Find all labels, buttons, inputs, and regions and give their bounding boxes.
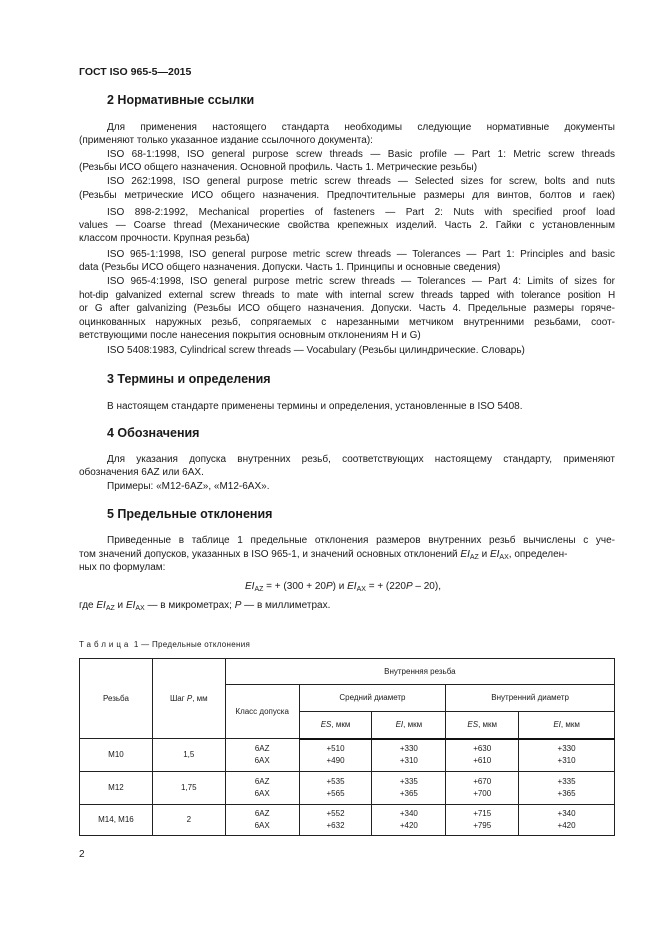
subscript: AZ [105, 605, 115, 612]
cell-value: M10 [108, 750, 124, 759]
cell-value: +330 [557, 744, 576, 754]
text-line: ветствующими после нанесения покрытия основным отклонениям H и G) [79, 330, 421, 341]
header-es [299, 712, 372, 739]
cell-value: +340 [557, 809, 576, 818]
header-thread: Резьба [80, 659, 153, 739]
cell-pitch [152, 739, 225, 772]
cell-pitch-ei [372, 805, 446, 836]
header-es [446, 712, 519, 739]
cell-value: 6AZ [254, 809, 270, 818]
cell-minor-ei [519, 739, 615, 772]
header-ei [519, 712, 615, 739]
cell-value: +632 [326, 821, 345, 830]
subscript: AX [135, 605, 145, 612]
cell-value: +565 [326, 789, 345, 798]
cell-value: +340 [399, 809, 418, 818]
symbol: EI [245, 581, 255, 592]
header-pitch-diameter: Средний диаметр [299, 685, 446, 712]
cell-value: 6AZ [254, 777, 270, 786]
text: — в микрометрах; [144, 600, 235, 611]
cell-value: 6AX [254, 789, 270, 798]
cell-minor-es [446, 805, 519, 836]
symbol: EI [489, 549, 500, 560]
text-line: В настоящем стандарте применены термины и определения, установленные в ISO 5408. [107, 401, 523, 412]
text-line: ISO 965-1:1998, ISO general purpose metric screw threads — Tolerances — Part 1: Principles and basic [107, 249, 615, 260]
cell-thread [80, 739, 153, 772]
text-line: hot-dip galvanized external screw threads to mate with internal screw threads tapped with tolerance position H [79, 290, 615, 301]
text-line: or G after galvanizing (Резьбы ИСО общего назначения. Допуски. Часть 4. Предельные размеры горяче- [79, 303, 615, 314]
unit: , мкм [478, 719, 498, 729]
cell-value: +795 [473, 821, 492, 830]
cell-value: +365 [557, 789, 576, 798]
cell-value: M12 [108, 783, 124, 792]
symbol: EI [460, 549, 470, 560]
table-row [80, 772, 615, 805]
formula [245, 580, 441, 596]
section-4-title: 4 Обозначения [107, 426, 200, 440]
cell-value: 2 [186, 815, 192, 824]
cell-value: +335 [557, 777, 576, 786]
section-5-title: 5 Предельные отклонения [107, 507, 273, 521]
text-line: ных по формулам: [79, 562, 166, 573]
text: где [79, 600, 97, 611]
symbol: EI [395, 719, 404, 729]
cell-thread [80, 772, 153, 805]
document-header: ГОСТ ISO 965-5—2015 [79, 66, 192, 78]
unit: , мкм [403, 719, 423, 729]
text: , мм [192, 693, 208, 703]
cell-value: +310 [557, 756, 576, 766]
header-internal-thread: Внутренняя резьба [225, 659, 614, 685]
header-class: Класс допуска [225, 685, 299, 739]
cell-value: +420 [399, 821, 418, 830]
text-line: (Резьбы метрические ИСО общего назначения. Предпочтительные размеры для винтов, болтов и гаек) [79, 190, 615, 201]
cell-minor-es [446, 772, 519, 805]
cell-class [225, 805, 299, 836]
text: и [478, 549, 490, 560]
text: — в миллиметрах. [241, 600, 331, 611]
cell-pitch [152, 772, 225, 805]
text-line: ISO 5408:1983, Cylindrical screw threads — Vocabulary (Резьбы цилиндрические. Словарь) [107, 345, 525, 356]
cell-pitch [152, 805, 225, 836]
text-line: (Резьбы ИСО общего назначения. Основной профиль. Часть 1. Метрические резьбы) [79, 162, 478, 173]
section-2-title: 2 Нормативные ссылки [107, 93, 255, 107]
symbol: EI [125, 600, 136, 611]
subscript: AZ [469, 554, 479, 561]
cell-value: +535 [326, 777, 345, 786]
cell-value: +490 [326, 756, 345, 766]
text-line: обозначения 6AZ или 6AX. [79, 467, 204, 478]
text: ) и [332, 581, 348, 592]
unit: , мкм [331, 719, 351, 729]
cell-value: 1,5 [183, 750, 195, 759]
table-caption [79, 640, 250, 649]
cell-minor-ei [519, 772, 615, 805]
cell-value: 6AZ [254, 744, 270, 753]
header-pitch [152, 659, 225, 739]
caption-text: 1 — Предельные отклонения [133, 640, 251, 649]
cell-value: +700 [473, 789, 492, 798]
cell-value: 6AX [254, 821, 270, 830]
cell-value: M14, M16 [98, 815, 134, 824]
text-line [79, 599, 615, 615]
text: , определен- [508, 549, 568, 560]
text: том значений допусков, указанных в ISO 965-1, и значений основных отклонений [79, 549, 461, 560]
text-line: ISO 262:1998, ISO general purpose metric screw threads — Selected sizes for screw, bolts and nuts [107, 176, 615, 187]
text-line: data (Резьбы ИСО общего назначения. Допуски. Часть 1. Принципы и основные сведения) [79, 262, 501, 273]
cell-value: +365 [399, 789, 418, 798]
text: = + (300 + 20 [263, 581, 326, 592]
cell-pitch-ei [372, 772, 446, 805]
text-line: оцинкованных наружных резьб, сопрягаемых с нарезанными метчиком внутренними резьбами, соот- [79, 317, 615, 328]
cell-value: +310 [399, 756, 418, 766]
cell-minor-ei [519, 805, 615, 836]
cell-pitch-es [299, 772, 372, 805]
unit: , мкм [560, 719, 580, 729]
text-line: ISO 965-4:1998, ISO general purpose metric screw threads — Tolerances — Part 4: Limits of sizes for [107, 276, 615, 287]
cell-value: +610 [473, 756, 492, 766]
cell-pitch-es [299, 805, 372, 836]
section-3-title: 3 Термины и определения [107, 372, 271, 386]
table-row [80, 805, 615, 836]
tolerance-table [79, 658, 615, 836]
text-line: Приведенные в таблице 1 предельные отклонения размеров внутренних резьб вычислены с уче- [107, 535, 615, 546]
text-line: values — Coarse thread (Механические свойства крепежных изделий. Часть 2. Гайки с установленным [79, 220, 615, 231]
cell-value: +630 [473, 744, 492, 754]
symbol: EI [347, 581, 357, 592]
symbol: P [325, 581, 333, 592]
header-minor-diameter: Внутренний диаметр [446, 685, 615, 712]
subscript: AX [499, 554, 509, 561]
cell-value: +420 [557, 821, 576, 830]
text-line: ISO 68-1:1998, ISO general purpose screw threads — Basic profile — Part 1: Metric screw threads [107, 149, 615, 160]
header-ei [372, 712, 446, 739]
text: = + (220 [365, 581, 406, 592]
text-line: классом прочности. Крупная резьба) [79, 233, 250, 244]
text-line: Для указания допуска внутренних резьб, соответствующих настоящему стандарту, применяют [107, 454, 615, 465]
cell-class [225, 739, 299, 772]
cell-pitch-ei [372, 739, 446, 772]
symbol: ES [467, 719, 479, 729]
text: Шаг [169, 693, 187, 703]
cell-value: +510 [326, 744, 345, 754]
text-line: (применяют только указанное издание ссылочного документа): [79, 135, 373, 146]
symbol: EI [96, 600, 106, 611]
cell-value: +715 [473, 809, 492, 818]
text: и [114, 600, 126, 611]
cell-pitch-es [299, 739, 372, 772]
cell-value: 6AX [254, 756, 270, 765]
cell-value: +330 [399, 744, 418, 754]
page-number: 2 [79, 849, 85, 860]
symbol: P [405, 581, 413, 592]
cell-value: +670 [473, 777, 492, 786]
text-line: ISO 898-2:1992, Mechanical properties of fasteners — Part 2: Nuts with specified proof load [107, 207, 615, 218]
subscript: AZ [254, 586, 264, 593]
text-line: Для применения настоящего стандарта необходимы следующие нормативные документы [107, 122, 615, 133]
cell-value: 1,75 [181, 783, 197, 792]
text-line: Примеры: «M12-6AZ», «M12-6AX». [107, 481, 270, 492]
cell-minor-es [446, 739, 519, 772]
subscript: AX [356, 586, 366, 593]
symbol: EI [553, 719, 561, 729]
symbol: P [234, 600, 242, 611]
cell-value: +552 [326, 809, 345, 818]
symbol: P [186, 693, 193, 703]
cell-value: +335 [399, 777, 418, 786]
symbol: ES [320, 719, 332, 729]
table-row [80, 739, 615, 772]
text: – 20), [412, 581, 441, 592]
cell-thread [80, 805, 153, 836]
cell-class [225, 772, 299, 805]
caption-prefix: Таблица [79, 640, 132, 649]
